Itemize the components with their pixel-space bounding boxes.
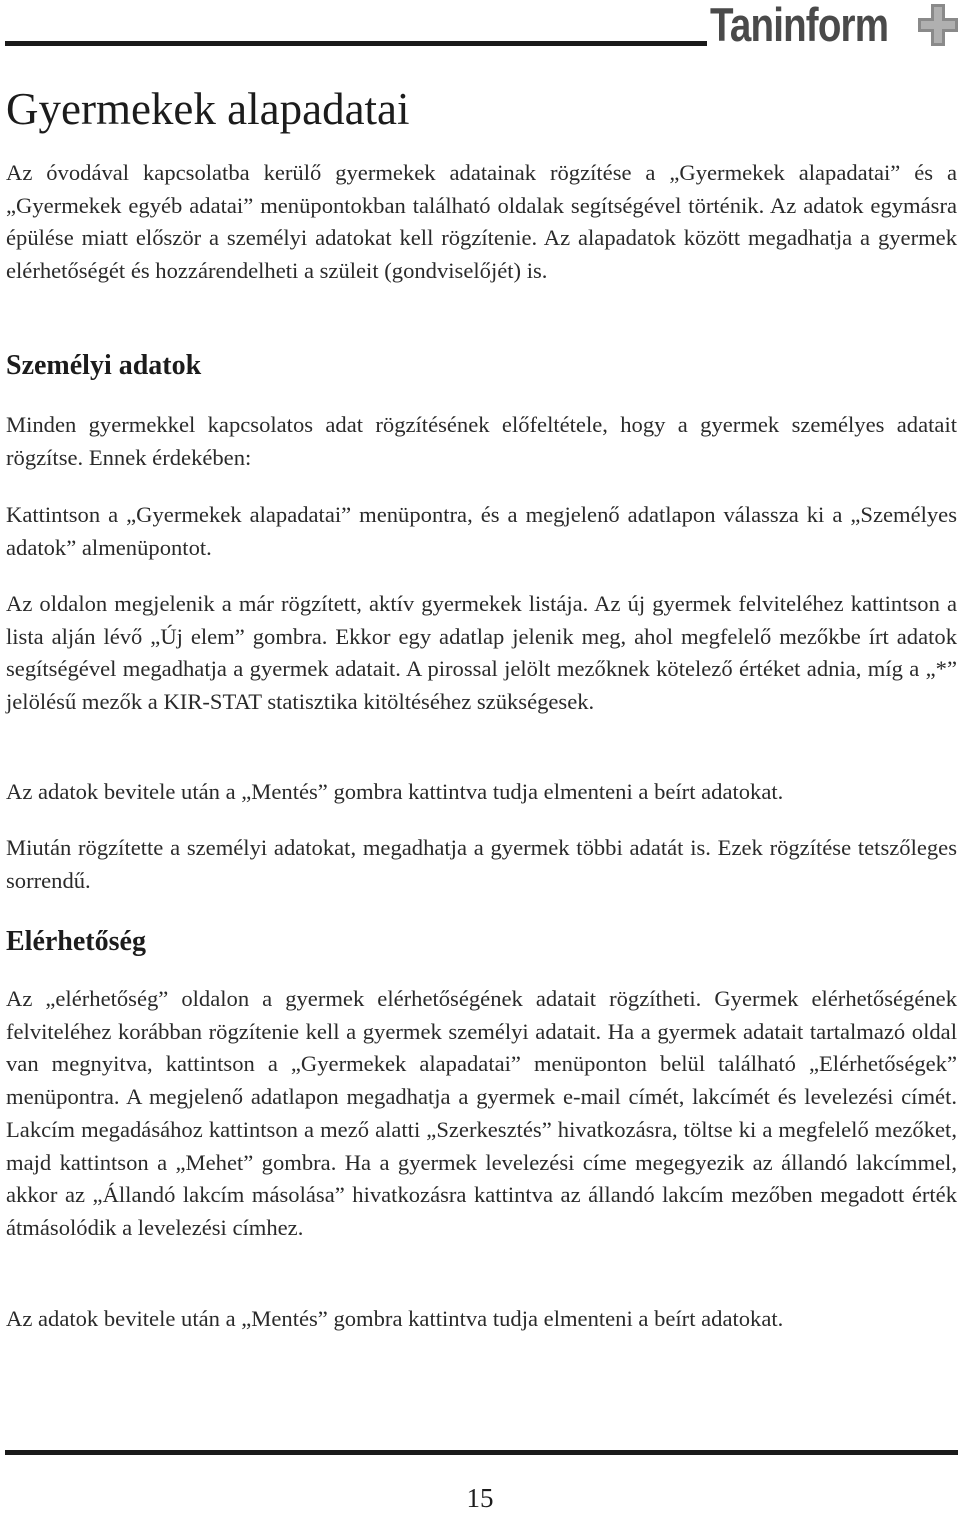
paragraph: Az adatok bevitele után a „Mentés” gombra kattintva tudja elmenteni a beírt adatokat. [6, 1306, 784, 1331]
section-heading-contact: Elérhetőség [6, 926, 146, 957]
brand-logo [710, 0, 927, 51]
paragraph: Az adatok bevitele után a „Mentés” gombra kattintva tudja elmenteni a beírt adatokat. [6, 779, 784, 804]
intro-paragraph: Az óvodával kapcsolatba kerülő gyermekek adatainak rögzítése a „Gyermekek alapadatai” és a „Gyermekek egyéb adatai” menüpontokban található oldalak segítségével történik. Az adatok egymásra épülése miatt először a személyi adatokat kell rögzítenie. Az alapadatok között megadhatja a gyermek elérhetőségét és hozzárendelheti a szüleit (gondviselőjét) is. [6, 160, 957, 284]
cross-logo-icon [918, 4, 958, 46]
footer-rule [5, 1450, 958, 1455]
brand-name: Taninform [710, 0, 889, 51]
paragraph: Az oldalon megjelenik a már rögzített, aktív gyermekek listája. Az új gyermek felviteléhez kattintson a lista alján lévő „Új elem” gombra. Ekkor egy adatlap jelenik meg, ahol megfelelő mezőkbe írt adatok segítségével megadhatja a gyermek adatait. A pirossal jelölt mezőknek kötelező értéket adnia, míg a „*” jelölésű mezők a KIR-STAT statisztika kitöltéséhez szükségesek. [6, 591, 957, 715]
section-heading-personal: Személyi adatok [6, 350, 202, 381]
page-title: Gyermekek alapadatai [6, 84, 410, 134]
header-rule [5, 41, 707, 46]
paragraph: Kattintson a „Gyermekek alapadatai” menüpontra, és a megjelenő adatlapon válassza ki a „Személyes adatok” almenüpontot. [6, 502, 957, 560]
paragraph: Minden gyermekkel kapcsolatos adat rögzítésének előfeltétele, hogy a gyermek személyes adatait rögzítse. Ennek érdekében: [6, 412, 957, 470]
paragraph: Az „elérhetőség” oldalon a gyermek elérhetőségének adatait rögzítheti. Gyermek elérhetőségének felviteléhez korábban rögzítenie kell a gyermek személyi adatait. Ha a gyermek adatait tartalmazó oldal van megnyitva, kattintson a „Gyermekek alapadatai” menüponton belül található „Elérhetőségek” menüpontra. A megjelenő adatlapon megadhatja a gyermek e-mail címét, lakcímét és levelezési címét. Lakcím megadásához kattintson a mező alatti „Szerkesztés” hivatkozásra, töltse ki a megfelelő mezőket, majd kattintson a „Mehet” gombra. Ha a gyermek levelezési címe megegyezik az állandó lakcímmel, akkor az „Állandó lakcím másolása” hivatkozásra kattintva az állandó lakcím mezőben megadott érték átmásolódik a levelezési címhez. [6, 986, 957, 1240]
paragraph: Miután rögzítette a személyi adatokat, megadhatja a gyermek többi adatát is. Ezek rögzítése tetszőleges sorrendű. [6, 835, 957, 893]
page-number: 15 [466, 1483, 494, 1513]
